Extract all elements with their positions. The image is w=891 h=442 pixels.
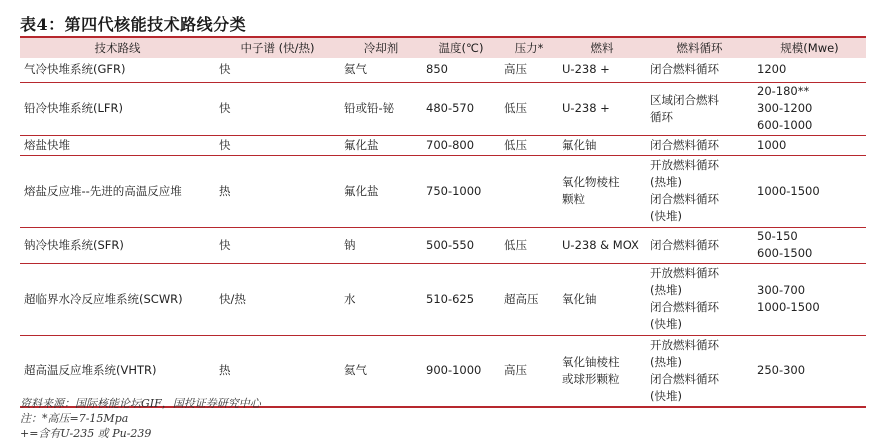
table-row <box>20 58 866 82</box>
cell-temperature: 850 <box>422 58 500 82</box>
header-route: 技术路线 <box>20 38 215 58</box>
cell-scale: 250-300 <box>753 335 866 407</box>
cell-fuel: U-238 + <box>558 82 646 135</box>
cell-scale: 300-700 1000-1500 <box>753 263 866 335</box>
table-row <box>20 155 866 227</box>
header-fuel: 燃料 <box>558 38 646 58</box>
cell-pressure: 低压 <box>500 82 558 135</box>
cell-fuel-cycle: 闭合燃料循环 <box>646 58 753 82</box>
cell-fuel: 氟化铀 <box>558 135 646 155</box>
cell-coolant: 铅或铅-铋 <box>340 82 422 135</box>
cell-spectrum: 热 <box>215 335 340 407</box>
cell-coolant: 水 <box>340 263 422 335</box>
cell-temperature: 500-550 <box>422 227 500 263</box>
cell-fuel-cycle: 区域闭合燃料 循环 <box>646 82 753 135</box>
cell-coolant: 氦气 <box>340 335 422 407</box>
cell-temperature: 700-800 <box>422 135 500 155</box>
cell-route: 熔盐快堆 <box>20 135 215 155</box>
cell-temperature: 510-625 <box>422 263 500 335</box>
cell-spectrum: 快 <box>215 58 340 82</box>
cell-scale: 1200 <box>753 58 866 82</box>
cell-pressure: 低压 <box>500 135 558 155</box>
cell-route: 熔盐反应堆--先进的高温反应堆 <box>20 155 215 227</box>
cell-pressure: 低压 <box>500 227 558 263</box>
cell-scale: 1000-1500 <box>753 155 866 227</box>
cell-scale: 20-180** 300-1200 600-1000 <box>753 82 866 135</box>
cell-temperature: 480-570 <box>422 82 500 135</box>
cell-coolant: 氟化盐 <box>340 135 422 155</box>
cell-coolant: 钠 <box>340 227 422 263</box>
cell-fuel-cycle: 开放燃料循环 (热堆) 闭合燃料循环 (快堆) <box>646 335 753 407</box>
cell-scale: 1000 <box>753 135 866 155</box>
cell-temperature: 900-1000 <box>422 335 500 407</box>
cell-spectrum: 热 <box>215 155 340 227</box>
cell-coolant: 氟化盐 <box>340 155 422 227</box>
cell-pressure: 高压 <box>500 58 558 82</box>
cell-route: 气冷快堆系统(GFR) <box>20 58 215 82</box>
cell-pressure: 超高压 <box>500 263 558 335</box>
cell-coolant: 氦气 <box>340 58 422 82</box>
footnotes <box>20 396 261 441</box>
cell-fuel: 氧化铀 <box>558 263 646 335</box>
cell-scale: 50-150 600-1500 <box>753 227 866 263</box>
cell-fuel-cycle: 闭合燃料循环 <box>646 227 753 263</box>
table-row <box>20 227 866 263</box>
reactor-table <box>20 38 866 408</box>
cell-fuel: 氧化铀棱柱 或球形颗粒 <box>558 335 646 407</box>
cell-route: 钠冷快堆系统(SFR) <box>20 227 215 263</box>
cell-spectrum: 快/热 <box>215 263 340 335</box>
cell-fuel: U-238 & MOX <box>558 227 646 263</box>
pressure-note: 注：*高压=7-15Mpa <box>20 412 129 425</box>
header-fuel-cycle: 燃料循环 <box>646 38 753 58</box>
cell-fuel-cycle: 闭合燃料循环 <box>646 135 753 155</box>
cell-spectrum: 快 <box>215 82 340 135</box>
table-row <box>20 82 866 135</box>
cell-fuel-cycle: 开放燃料循环 (热堆) 闭合燃料循环 (快堆) <box>646 155 753 227</box>
table-row <box>20 135 866 155</box>
cell-spectrum: 快 <box>215 135 340 155</box>
cell-spectrum: 快 <box>215 227 340 263</box>
cell-pressure <box>500 155 558 227</box>
table-row <box>20 263 866 335</box>
table-title: 表4：第四代核能技术路线分类 <box>20 15 247 34</box>
cell-route: 超高温反应堆系统(VHTR) <box>20 335 215 407</box>
fuel-note: +=含有U-235 或 Pu-239 <box>20 427 152 440</box>
cell-route: 铅冷快堆系统(LFR) <box>20 82 215 135</box>
cell-pressure: 高压 <box>500 335 558 407</box>
header-temperature: 温度(℃) <box>422 38 500 58</box>
header-spectrum: 中子谱 (快/热) <box>215 38 340 58</box>
cell-fuel: U-238 + <box>558 58 646 82</box>
header-pressure: 压力* <box>500 38 558 58</box>
header-coolant: 冷却剂 <box>340 38 422 58</box>
cell-route: 超临界水冷反应堆系统(SCWR) <box>20 263 215 335</box>
cell-fuel: 氧化物棱柱 颗粒 <box>558 155 646 227</box>
cell-fuel-cycle: 开放燃料循环 (热堆) 闭合燃料循环 (快堆) <box>646 263 753 335</box>
header-scale: 规模(Mwe) <box>753 38 866 58</box>
source-note: 资料来源：国际核能论坛GIF，国投证券研究中心 <box>20 397 261 410</box>
header-row <box>20 38 866 58</box>
cell-temperature: 750-1000 <box>422 155 500 227</box>
